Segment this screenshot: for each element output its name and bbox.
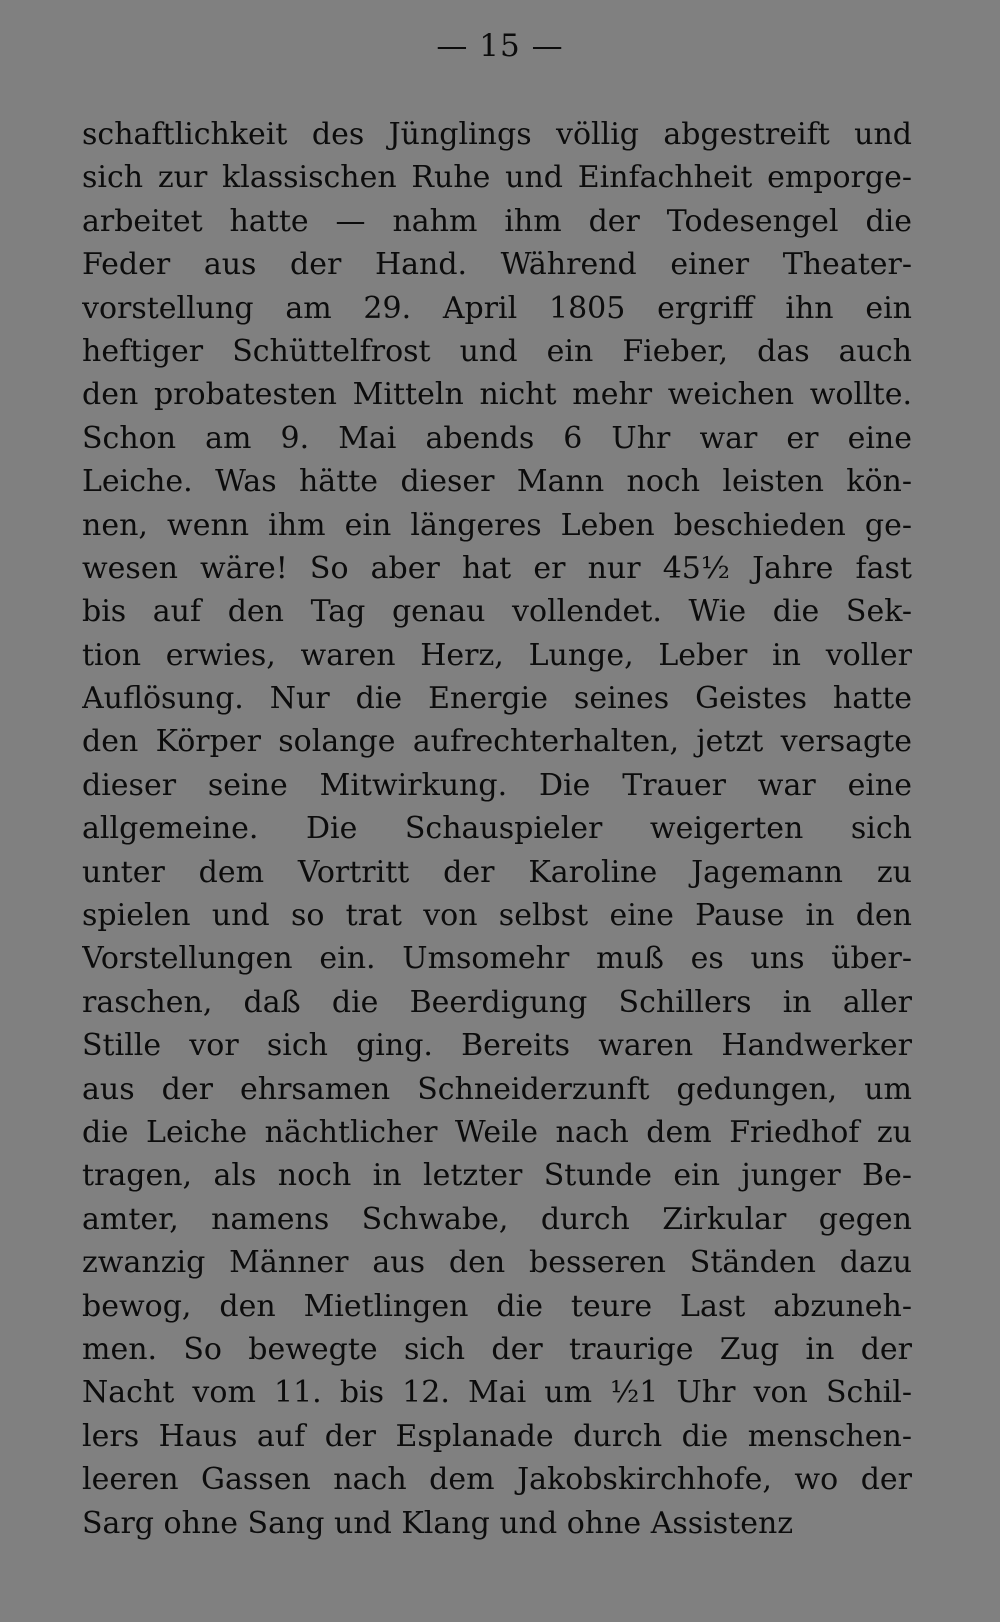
text-line: Nacht vom 11. bis 12. Mai um ½1 Uhr von Schil- — [82, 1375, 912, 1411]
text-line: zwanzig Männer aus den besseren Ständen dazu — [82, 1245, 912, 1281]
text-line: lers Haus auf der Esplanade durch die menschen- — [82, 1418, 912, 1454]
text-line: amter, namens Schwabe, durch Zirkular gegen — [82, 1201, 912, 1237]
text-line: die Leiche nächtlicher Weile nach dem Friedhof zu — [82, 1114, 912, 1150]
text-line: den Körper solange aufrechterhalten, jetzt versagte — [82, 724, 912, 760]
text-line: raschen, daß die Beerdigung Schillers in aller — [82, 984, 912, 1020]
text-line: allgemeine. Die Schauspieler weigerten sich — [82, 811, 912, 847]
text-line: bis auf den Tag genau vollendet. Wie die Sek- — [82, 594, 912, 630]
text-line: heftiger Schüttelfrost und ein Fieber, das auch — [82, 333, 912, 369]
text-line: wesen wäre! So aber hat er nur 45½ Jahre fast — [82, 550, 912, 586]
text-line: dieser seine Mitwirkung. Die Trauer war eine — [82, 767, 912, 803]
text-line: tion erwies, waren Herz, Lunge, Leber in voller — [82, 637, 912, 673]
body-text — [82, 113, 912, 1545]
text-line: aus der ehrsamen Schneiderzunft gedungen, um — [82, 1071, 912, 1107]
text-line: Stille vor sich ging. Bereits waren Handwerker — [82, 1028, 912, 1064]
text-line: men. So bewegte sich der traurige Zug in der — [82, 1331, 912, 1367]
text-line: Sarg ohne Sang und Klang und ohne Assistenz — [82, 1505, 794, 1541]
text-line: leeren Gassen nach dem Jakobskirchhofe, wo der — [82, 1462, 912, 1498]
text-line: schaftlichkeit des Jünglings völlig abgestreift und — [82, 117, 912, 152]
text-line: Vorstellungen ein. Umsomehr muß es uns über- — [82, 941, 912, 977]
text-line: vorstellung am 29. April 1805 ergriff ihn ein — [82, 290, 912, 326]
text-line: Leiche. Was hätte dieser Mann noch leisten kön- — [82, 464, 912, 500]
text-line: Schon am 9. Mai abends 6 Uhr war er eine — [82, 420, 912, 456]
text-line: nen, wenn ihm ein längeres Leben beschieden ge- — [82, 507, 912, 543]
text-line: unter dem Vortritt der Karoline Jagemann zu — [82, 854, 912, 890]
text-line: arbeitet hatte — nahm ihm der Todesengel die — [82, 203, 912, 239]
text-line: Auflösung. Nur die Energie seines Geistes hatte — [82, 681, 912, 717]
page-number: — 15 — — [436, 28, 564, 64]
text-line: den probatesten Mitteln nicht mehr weichen wollte. — [82, 377, 912, 413]
text-line: bewog, den Mietlingen die teure Last abzuneh- — [82, 1288, 912, 1324]
text-line: Feder aus der Hand. Während einer Theater- — [82, 247, 912, 283]
text-line: sich zur klassischen Ruhe und Einfachheit emporge- — [82, 160, 912, 196]
text-line: tragen, als noch in letzter Stunde ein junger Be- — [82, 1158, 912, 1194]
text-line: spielen und so trat von selbst eine Pause in den — [82, 898, 912, 934]
